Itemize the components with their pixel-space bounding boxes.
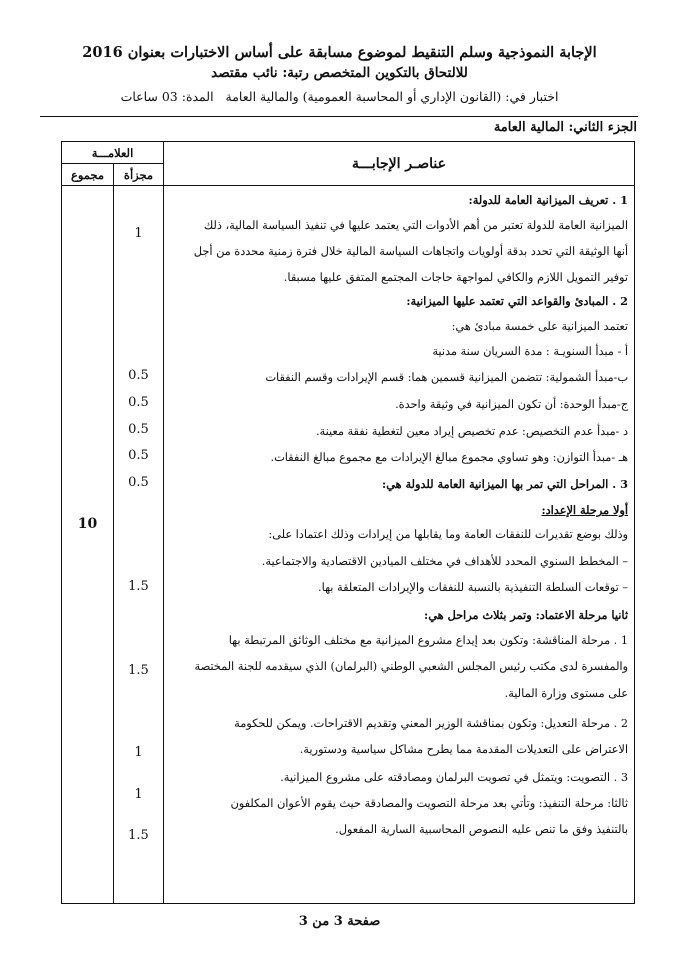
total-value: 10: [77, 516, 98, 532]
partial-mark: 0.5: [128, 475, 149, 490]
answer-line: 3 . التصويت: ويتمثل في تصويت البرلمان ومصادقته على مشروع الميزانية.: [280, 771, 628, 784]
page-number: صفحة 3 من 3: [298, 914, 381, 929]
answer-cell: [164, 186, 635, 904]
answer-line: الميزانية العامة للدولة تعتبر من أهم الأدوات التي يعتمد عليها في تنفيذ السياسة المالية، ذلك: [203, 219, 628, 232]
total-cell: [62, 186, 114, 904]
answer-line: الاعتراض على التعديلات المقدمة مما يطرح مشاكل سياسية ودستورية.: [299, 743, 628, 756]
answer-header: عناصـر الإجابـــة: [164, 142, 635, 186]
answer-line: بالتنفيذ وفق ما تنص عليه النصوص المحاسبية السارية المفعول.: [335, 823, 628, 836]
header-title: الإجابة النموذجية وسلم التنقيط لموضوع مسابقة على أساس الاختبارات بعنوان 2016: [82, 44, 597, 61]
part-title: الجزء الثاني: المالية العامة: [493, 120, 637, 135]
answer-line: تعتمد الميزانية على خمسة مبادئ هي:: [451, 320, 628, 333]
answer-line: هـ -مبدأ التوازن: وهو تساوي مجموع مبالغ الإيرادات مع مجموع مبالغ النفقات.: [270, 451, 628, 464]
header-divider: [40, 116, 638, 117]
mark-header: العلامـــة: [62, 142, 164, 164]
exam-subject: اختبار في: (القانون الإداري أو المحاسبة العمومية) والمالية العامة: [225, 89, 559, 104]
partial-mark: 1.5: [128, 663, 149, 678]
answer-line: 2 . مرحلة التعديل: وتكون بمناقشة الوزير المعني وتقديم الاقتراحات. ويمكن للحكومة: [234, 717, 628, 730]
partial-mark: 0.5: [128, 422, 149, 437]
answer-line: د -مبدأ عدم التخصيص: عدم تخصيص إيراد معين لتغطية نفقة معينة.: [315, 425, 628, 438]
partial-mark: 1: [134, 745, 143, 760]
exam-duration: المدة: 03 ساعات: [120, 89, 214, 104]
partial-mark: 1.5: [128, 828, 149, 843]
answer-line: وذلك بوضع تقديرات للنفقات العامة وما يقابلها من إيرادات وذلك اعتمادا على:: [268, 528, 628, 541]
answer-line: والمفسرة لدى مكتب رئيس المجلس الشعبي الوطني (البرلمان) الذي سيقدمه للجنة المختصة: [194, 660, 628, 673]
partial-mark: 0.5: [128, 368, 149, 383]
answer-line: ثالثا: مرحلة التنفيذ: وتأتي بعد مرحلة التصويت والمصادقة حيث يقوم الأعوان المكلفون: [230, 797, 628, 810]
answer-line: على مستوى وزارة المالية.: [504, 687, 628, 700]
section-heading: 2 . المبادئ والقواعد التي تعتمد عليها الميزانية:: [406, 294, 628, 308]
answer-line: – المخطط السنوي المحدد للأهداف في مختلف الميادين الاقتصادية والاجتماعية.: [261, 555, 628, 568]
partial-mark: 0.5: [128, 448, 149, 463]
header-exam-info: [0, 89, 679, 104]
answer-line: أ - مبدأ السنويـة : مدة السريان سنة مدنية: [432, 345, 628, 358]
answer-line: أنها الوثيقة التي تحدد بدقة أولويات واتجاهات السياسة المالية خلال فترة زمنية محددة من أجل: [193, 245, 628, 258]
answer-line: 1 . مرحلة المناقشة: وتكون بعد إيداع مشروع الميزانية مع مختلف الوثائق المرتبطة بها: [228, 634, 628, 647]
answer-table: [61, 141, 635, 904]
section-heading: 3 . المراحل التي تمر بها الميزانية العامة للدولة هي:: [381, 477, 628, 491]
subsection-heading: ثانيا مرحلة الاعتماد: وتمر بثلاث مراحل هي:: [424, 608, 628, 622]
partial-cell: [114, 186, 164, 904]
section-heading: 1 . تعريف الميزانية العامة للدولة:: [468, 193, 628, 207]
partial-mark: 0.5: [128, 395, 149, 410]
answer-line: – توقعات السلطة التنفيذية بالنسبة للنفقات والإيرادات المتعلقة بها.: [318, 581, 628, 594]
answer-line: ج-مبدأ الوحدة: أن تكون الميزانية في وثيقة واحدة.: [395, 398, 628, 411]
total-header: مجموع: [62, 164, 114, 186]
partial-mark: 1: [134, 226, 143, 241]
partial-mark: 1: [134, 787, 143, 802]
partial-header: مجزأة: [114, 164, 164, 186]
subsection-heading: أولا مرحلة الإعداد:: [541, 503, 628, 517]
answer-line: ب-مبدأ الشمولية: تتضمن الميزانية قسمين هما: قسم الإيرادات وقسم النفقات: [265, 371, 628, 384]
partial-mark: 1.5: [128, 579, 149, 594]
answer-line: توفير التمويل اللازم والكافي لمواجهة حاجات المجتمع المتفق عليها مسبقا.: [283, 271, 628, 284]
header-subtitle: للالتحاق بالتكوين المتخصص رتبة: نائب مقتصد: [211, 65, 468, 81]
